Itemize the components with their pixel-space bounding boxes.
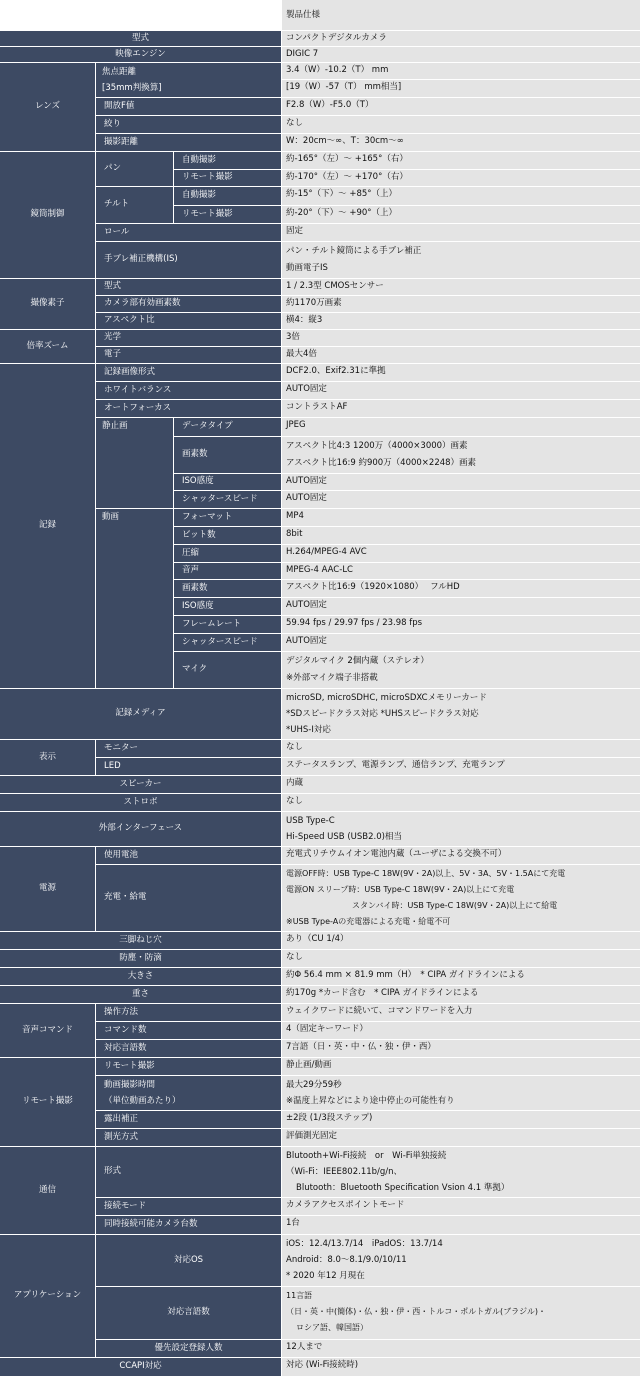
label-charge: 充電・給電 <box>96 865 281 931</box>
value-is-1: パン・チルト鏡筒による手ブレ補正 <box>286 246 422 256</box>
label-still-pixels: 画素数 <box>174 437 281 473</box>
label-voice-languages: 対応言語数 <box>96 1040 281 1057</box>
label-rec-format: 記録画像形式 <box>96 364 281 381</box>
value-still-shutter: AUTO固定 <box>282 491 640 508</box>
label-recording: 記録 <box>0 364 95 688</box>
label-wb: ホワイトバランス <box>96 382 281 399</box>
value-still-datatype: JPEG <box>282 418 640 436</box>
value-still-iso: AUTO固定 <box>282 474 640 490</box>
label-app-priority: 優先設定登録人数 <box>96 1340 281 1357</box>
value-comm-type-3: Blutooth：Bluetooth Specification Vsion 4.1 準拠） <box>296 1183 510 1193</box>
label-roll: ロール <box>96 224 281 241</box>
value-comm-type-1: Blutooth+Wi-Fi接続 or Wi-Fi単独接続 <box>286 1151 447 1161</box>
value-zoom-optical: 3倍 <box>282 330 640 346</box>
label-tilt: チルト <box>96 187 173 223</box>
value-movie-pixels: アスペクト比16:9（1920×1080） フルHD <box>282 580 640 597</box>
value-exposure: ±2段 (1/3段ステップ) <box>282 1111 640 1128</box>
label-weatherproof: 防塵・防滴 <box>0 950 281 967</box>
value-movie-bit: 8bit <box>282 527 640 544</box>
label-ccapi: CCAPI対応 <box>0 1358 281 1376</box>
label-interface: 外部インターフェース <box>0 812 281 846</box>
label-remote: リモート撮影 <box>0 1058 95 1146</box>
table-title: 製品仕様 <box>282 0 640 30</box>
label-movie-bit: ビット数 <box>174 527 281 544</box>
label-comm-type: 形式 <box>96 1147 281 1197</box>
label-remote-shoot: リモート撮影 <box>96 1058 281 1075</box>
value-charge-1: 電源OFF時：USB Type-C 18W(9V・2A)以上、5V・3A、5V・1.5Aにて充電 <box>286 869 566 878</box>
value-app-os-3: * 2020 年12 月現在 <box>286 1271 365 1281</box>
label-iris: 絞り <box>96 116 281 133</box>
value-movie-shutter: AUTO固定 <box>282 634 640 651</box>
label-lens: レンズ <box>0 63 95 151</box>
value-remote-shoot: 静止画/動画 <box>282 1058 640 1075</box>
value-still-pixels <box>282 437 640 473</box>
value-still-pixels-1: アスペクト比4:3 1200万（4000×3000）画素 <box>286 441 468 451</box>
label-movie-mic: マイク <box>174 652 281 688</box>
value-media-2: *SDスピードクラス対応 *UHSスピードクラス対応 <box>286 709 479 719</box>
value-media-1: microSD, microSDHC, microSDXCメモリーカード <box>286 693 487 703</box>
label-movie: 動画 <box>96 509 173 688</box>
label-sensor-aspect: アスペクト比 <box>96 313 281 329</box>
label-comm-simultaneous: 同時接続可能カメラ台数 <box>96 1216 281 1234</box>
value-tilt-remote: 約-20°（下）～ +90°（上） <box>282 206 640 223</box>
value-movie-mic-2: ※外部マイク端子非搭載 <box>286 673 378 683</box>
value-ccapi: 対応 (Wi-Fi接続時) <box>282 1358 640 1376</box>
value-movie-mic-1: デジタルマイク 2個内蔵（ステレオ） <box>286 656 429 666</box>
label-voice: 音声コマンド <box>0 1004 95 1057</box>
value-media <box>282 689 640 739</box>
label-movie-time-1: 動画撮影時間 <box>104 1080 156 1090</box>
value-iris: なし <box>282 116 640 133</box>
label-distance: 撮影距離 <box>96 134 281 151</box>
label-is: 手ブレ補正機構(IS) <box>96 242 281 278</box>
value-movie-iso: AUTO固定 <box>282 598 640 615</box>
value-focal-2: [19（W）-57（T） mm相当] <box>282 80 640 97</box>
value-app-os-2: Android：8.0～8.1/9.0/10/11 <box>286 1255 407 1265</box>
value-weatherproof: なし <box>282 950 640 967</box>
value-tripod: あり（CU 1/4） <box>282 932 640 949</box>
label-battery: 使用電池 <box>96 847 281 864</box>
label-still-datatype: データタイプ <box>174 418 281 436</box>
label-engine: 映像エンジン <box>0 47 281 62</box>
value-zoom-digital: 最大4倍 <box>282 347 640 363</box>
label-movie-time-2: （単位動画あたり） <box>104 1096 181 1106</box>
label-focal-1: 焦点距離 <box>102 67 137 77</box>
label-zoom-digital: 電子 <box>96 347 281 363</box>
value-weight: 約170g *カード含む * CIPA ガイドラインによる <box>282 986 640 1003</box>
value-engine: DIGIC 7 <box>282 47 640 62</box>
value-app-os <box>282 1235 640 1286</box>
label-comm-mode: 接続モード <box>96 1198 281 1215</box>
label-speaker: スピーカー <box>0 776 281 793</box>
label-tilt-remote: リモート撮影 <box>174 206 281 223</box>
label-model: 型式 <box>0 31 281 46</box>
value-is-2: 動画電子IS <box>286 263 328 273</box>
value-voice-method: ウェイクワードに続いて、コマンドワードを入力 <box>282 1004 640 1021</box>
label-monitor: モニター <box>96 740 281 757</box>
label-zoom-optical: 光学 <box>96 330 281 346</box>
value-strobe: なし <box>282 794 640 811</box>
value-led: ステータスランプ、電源ランプ、通信ランプ、充電ランプ <box>282 758 640 775</box>
label-sensor-pixels: カメラ部有効画素数 <box>96 296 281 312</box>
value-af: コントラストAF <box>282 400 640 417</box>
value-aperture: F2.8（W）-F5.0（T） <box>282 98 640 115</box>
label-movie-framerate: フレームレート <box>174 616 281 633</box>
label-strobe: ストロボ <box>0 794 281 811</box>
value-comm-simultaneous: 1台 <box>282 1216 640 1234</box>
label-pan-auto: 自動撮影 <box>174 152 281 169</box>
value-app-languages <box>282 1287 640 1339</box>
value-app-languages-1: 11言語 <box>286 1291 313 1300</box>
header-blank <box>0 0 281 30</box>
value-size: 約Φ 56.4 mm × 81.9 mm（H） * CIPA ガイドラインによる <box>282 968 640 985</box>
label-aperture: 開放F値 <box>96 98 281 115</box>
value-speaker: 内蔵 <box>282 776 640 793</box>
value-rec-format: DCF2.0、Exif2.31に準拠 <box>282 364 640 381</box>
label-pan: パン <box>96 152 173 186</box>
value-sensor-aspect: 横4：縦3 <box>282 313 640 329</box>
value-pan-remote: 約-170°（左）～ +170°（右） <box>282 170 640 186</box>
label-sensor-type: 型式 <box>96 279 281 295</box>
value-movie-audio: MPEG-4 AAC-LC <box>282 563 640 579</box>
label-sensor: 撮像素子 <box>0 279 95 329</box>
label-tripod: 三脚ねじ穴 <box>0 932 281 949</box>
label-still-iso: ISO感度 <box>174 474 281 490</box>
value-sensor-type: 1 / 2.3型 CMOSセンサー <box>282 279 640 295</box>
value-battery: 充電式リチウムイオン電池内蔵（ユーザによる交換不可） <box>282 847 640 864</box>
label-movie-shutter: シャッタースピード <box>174 634 281 651</box>
label-app: アプリケーション <box>0 1235 95 1357</box>
value-interface-2: Hi-Speed USB (USB2.0)相当 <box>286 832 402 842</box>
value-app-languages-3: ロシア語、韓国語） <box>296 1323 368 1332</box>
value-voice-languages: 7言語（日・英・中・仏・独・伊・西） <box>282 1040 640 1057</box>
label-movie-iso: ISO感度 <box>174 598 281 615</box>
value-roll: 固定 <box>282 224 640 241</box>
label-zoom: 倍率ズーム <box>0 330 95 363</box>
label-movie-pixels: 画素数 <box>174 580 281 597</box>
label-tilt-auto: 自動撮影 <box>174 187 281 205</box>
value-comm-type-2: （Wi-Fi：IEEE802.11b/g/n、 <box>286 1167 403 1177</box>
label-weight: 重さ <box>0 986 281 1003</box>
value-distance: W：20cm～∞、T：30cm～∞ <box>282 134 640 151</box>
value-comm-type <box>282 1147 640 1197</box>
label-still-shutter: シャッタースピード <box>174 491 281 508</box>
label-af: オートフォーカス <box>96 400 281 417</box>
label-focal <box>96 63 281 97</box>
value-comm-mode: カメラアクセスポイントモード <box>282 1198 640 1215</box>
label-movie-format: フォーマット <box>174 509 281 526</box>
value-interface <box>282 812 640 846</box>
value-app-languages-2: （日・英・中(簡体)・仏・独・伊・西・トルコ・ポルトガル(ブラジル)・ <box>286 1307 547 1316</box>
value-app-priority: 12人まで <box>282 1340 640 1357</box>
label-voice-count: コマンド数 <box>96 1022 281 1039</box>
label-comm: 通信 <box>0 1147 95 1234</box>
value-interface-1: USB Type-C <box>286 816 335 826</box>
value-movie-mic <box>282 652 640 688</box>
value-focal-1: 3.4（W）-10.2（T） mm <box>282 63 640 79</box>
value-charge-3: スタンバイ時：USB Type-C 18W(9V・2A)以上にて給電 <box>352 901 558 910</box>
label-voice-method: 操作方法 <box>96 1004 281 1021</box>
label-metering: 測光方式 <box>96 1129 281 1146</box>
value-movie-time-2: ※温度上昇などにより途中停止の可能性有り <box>286 1096 455 1106</box>
value-charge <box>282 865 640 931</box>
label-exposure: 露出補正 <box>96 1111 281 1128</box>
value-charge-2: 電源ON スリープ時：USB Type-C 18W(9V・2A)以上にて充電 <box>286 885 515 894</box>
value-monitor: なし <box>282 740 640 757</box>
value-movie-compression: H.264/MPEG-4 AVC <box>282 545 640 562</box>
value-wb: AUTO固定 <box>282 382 640 399</box>
value-is <box>282 242 640 278</box>
label-media: 記録メディア <box>0 689 281 739</box>
value-pan-auto: 約-165°（左）～ +165°（右） <box>282 152 640 169</box>
label-movie-compression: 圧縮 <box>174 545 281 562</box>
label-display: 表示 <box>0 740 95 775</box>
label-movie-time <box>96 1076 281 1110</box>
value-sensor-pixels: 約1170万画素 <box>282 296 640 312</box>
value-movie-framerate: 59.94 fps / 29.97 fps / 23.98 fps <box>282 616 640 633</box>
label-power: 電源 <box>0 847 95 931</box>
label-app-os: 対応OS <box>96 1235 281 1286</box>
value-app-os-1: iOS：12.4/13.7/14 iPadOS：13.7/14 <box>286 1239 443 1249</box>
value-metering: 評価測光固定 <box>282 1129 640 1146</box>
label-app-languages: 対応言語数 <box>96 1287 281 1339</box>
value-still-pixels-2: アスペクト比16:9 約900万（4000×2248）画素 <box>286 458 477 468</box>
value-movie-time-1: 最大29分59秒 <box>286 1080 342 1090</box>
label-focal-2: [35mm判換算] <box>102 83 162 93</box>
value-movie-time <box>282 1076 640 1110</box>
label-movie-audio: 音声 <box>174 563 281 579</box>
value-media-3: *UHS-I対応 <box>286 725 331 735</box>
label-size: 大きさ <box>0 968 281 985</box>
value-tilt-auto: 約-15°（下）～ +85°（上） <box>282 187 640 205</box>
label-pan-remote: リモート撮影 <box>174 170 281 186</box>
value-movie-format: MP4 <box>282 509 640 526</box>
label-led: LED <box>96 758 281 775</box>
value-charge-4: ※USB Type-Aの充電器による充電・給電不可 <box>286 917 451 926</box>
value-voice-count: 4（固定キーワード） <box>282 1022 640 1039</box>
value-model: コンパクトデジタルカメラ <box>282 31 640 46</box>
label-gimbal: 鏡筒制御 <box>0 152 95 278</box>
label-still: 静止画 <box>96 418 173 508</box>
